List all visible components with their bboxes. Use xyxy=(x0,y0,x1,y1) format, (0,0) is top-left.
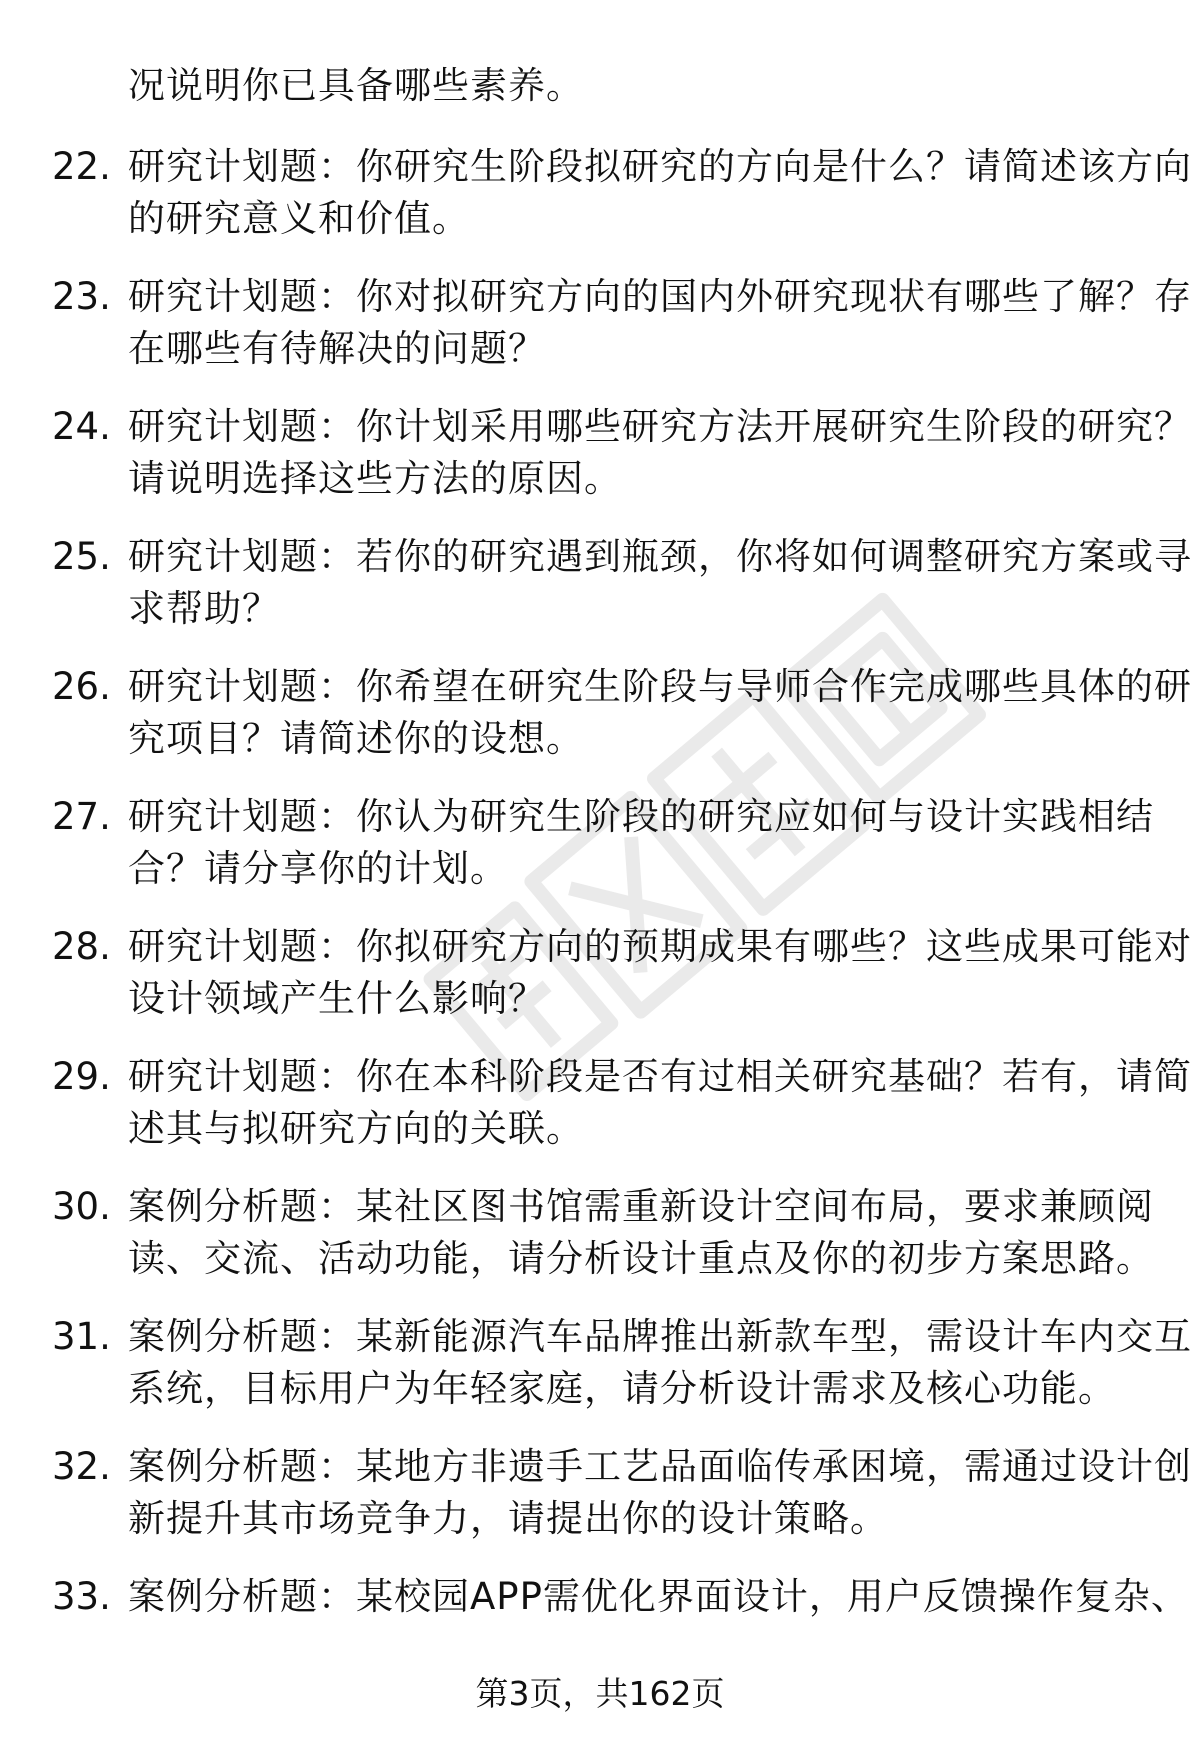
question-item xyxy=(0,271,1200,401)
question-number: 29. xyxy=(52,1055,111,1098)
question-text-line: 设计领域产生什么影响？ xyxy=(128,977,546,1020)
question-text-line: 在哪些有待解决的问题？ xyxy=(128,327,546,370)
question-text-line: 述其与拟研究方向的关联。 xyxy=(128,1107,584,1150)
question-text-line: 研究计划题：你研究生阶段拟研究的方向是什么？请简述该方向 xyxy=(128,145,1192,188)
question-number: 26. xyxy=(52,665,111,708)
question-text-line: 新提升其市场竞争力，请提出你的设计策略。 xyxy=(128,1497,888,1540)
question-text-line: 研究计划题：你在本科阶段是否有过相关研究基础？若有，请简 xyxy=(128,1055,1192,1098)
question-text-line: 研究计划题：你计划采用哪些研究方法开展研究生阶段的研究？ xyxy=(128,405,1192,448)
question-item xyxy=(0,531,1200,661)
question-item xyxy=(0,1181,1200,1311)
question-number: 33. xyxy=(52,1575,111,1618)
question-text-line: 研究计划题：你对拟研究方向的国内外研究现状有哪些了解？存 xyxy=(128,275,1192,318)
question-text-line: 研究计划题：若你的研究遇到瓶颈，你将如何调整研究方案或寻 xyxy=(128,535,1192,578)
question-text-line: 案例分析题：某地方非遗手工艺品面临传承困境，需通过设计创 xyxy=(128,1445,1192,1488)
question-item xyxy=(0,661,1200,791)
question-number: 22. xyxy=(52,145,111,188)
question-text-line: 研究计划题：你认为研究生阶段的研究应如何与设计实践相结 xyxy=(128,795,1154,838)
question-item xyxy=(0,1441,1200,1571)
question-text-line: 案例分析题：某社区图书馆需重新设计空间布局，要求兼顾阅 xyxy=(128,1185,1154,1228)
question-number: 23. xyxy=(52,275,111,318)
question-text-line: 究项目？请简述你的设想。 xyxy=(128,717,584,760)
question-number: 32. xyxy=(52,1445,111,1488)
question-number: 31. xyxy=(52,1315,111,1358)
question-item xyxy=(0,401,1200,531)
question-text-line: 请说明选择这些方法的原因。 xyxy=(128,457,622,500)
question-text-line: 的研究意义和价值。 xyxy=(128,197,470,240)
question-list xyxy=(0,141,1200,1701)
question-number: 27. xyxy=(52,795,111,838)
question-text-line: 案例分析题：某校园APP需优化界面设计，用户反馈操作复杂、 xyxy=(128,1575,1189,1618)
question-text-line: 合？请分享你的计划。 xyxy=(128,847,508,890)
question-item xyxy=(0,921,1200,1051)
question-item xyxy=(0,1311,1200,1441)
question-number: 25. xyxy=(52,535,111,578)
page-footer: 第3页，共162页 xyxy=(475,1674,725,1713)
question-number: 30. xyxy=(52,1185,111,1228)
question-text-line: 研究计划题：你希望在研究生阶段与导师合作完成哪些具体的研 xyxy=(128,665,1192,708)
continuation-text: 况说明你已具备哪些素养。 xyxy=(128,64,584,107)
question-text-line: 案例分析题：某新能源汽车品牌推出新款车型，需设计车内交互 xyxy=(128,1315,1192,1358)
question-text-line: 研究计划题：你拟研究方向的预期成果有哪些？这些成果可能对 xyxy=(128,925,1192,968)
question-item xyxy=(0,1051,1200,1181)
question-number: 28. xyxy=(52,925,111,968)
question-number: 24. xyxy=(52,405,111,448)
question-text-line: 读、交流、活动功能，请分析设计重点及你的初步方案思路。 xyxy=(128,1237,1154,1280)
question-item xyxy=(0,141,1200,271)
question-item xyxy=(0,791,1200,921)
question-text-line: 求帮助？ xyxy=(128,587,280,630)
question-text-line: 系统，目标用户为年轻家庭，请分析设计需求及核心功能。 xyxy=(128,1367,1116,1410)
